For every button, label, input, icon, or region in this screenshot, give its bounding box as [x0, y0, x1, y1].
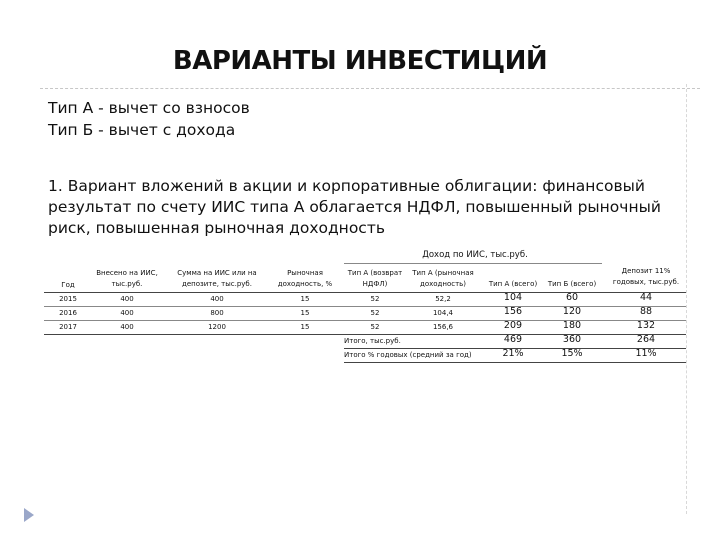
cell-market-yield: 15: [300, 295, 310, 303]
cell-type-a-refund: 52: [370, 323, 380, 331]
cell-deposit: 88: [639, 306, 653, 317]
income-group-header: Доход по ИИС, тыс.руб.: [422, 250, 528, 260]
cell-contributed: 400: [120, 295, 134, 303]
total-type-a: 469: [503, 334, 523, 345]
cell-type-a-total: 209: [503, 320, 523, 331]
header-type-a-market: Тип А (рыночная доходность): [412, 269, 474, 288]
type-a-line: Тип А - вычет со взносов: [48, 99, 250, 117]
pct-line: [344, 362, 686, 363]
header-market-yield: Рыночная доходность, %: [277, 269, 333, 288]
cell-type-a-market: 52,2: [435, 295, 451, 303]
cell-contributed: 400: [120, 323, 134, 331]
cell-type-b-total: 180: [562, 320, 582, 331]
header-contributed: Внесено на ИИС, тыс.руб.: [96, 269, 158, 288]
pct-type-a: 21%: [502, 348, 524, 359]
total-type-b: 360: [562, 334, 582, 345]
total-deposit: 264: [636, 334, 656, 345]
cell-market-yield: 15: [300, 323, 310, 331]
cell-type-b-total: 120: [562, 306, 582, 317]
header-type-a-total: Тип А (всего): [488, 280, 538, 288]
pct-deposit: 11%: [635, 348, 657, 359]
cell-year: 2015: [59, 295, 77, 303]
variant-paragraph: 1. Вариант вложений в акции и корпоративные облигации: финансовый результат по счету ИИС типа А облагается НДФЛ, повышенный рыночный риск, повышенная рыночная доходность: [48, 177, 661, 237]
cell-year: 2017: [59, 323, 77, 331]
cell-deposit: 44: [639, 292, 653, 303]
cell-type-a-refund: 52: [370, 309, 380, 317]
header-year: Год: [61, 281, 75, 289]
header-sum: Сумма на ИИС или на депозите, тыс.руб.: [177, 269, 257, 288]
cell-type-a-market: 156,6: [432, 323, 454, 331]
cell-contributed: 400: [120, 309, 134, 317]
next-slide-arrow-icon[interactable]: [24, 508, 34, 522]
cell-type-a-total: 104: [503, 292, 523, 303]
page-title: ВАРИАНТЫ ИНВЕСТИЦИЙ: [172, 46, 548, 76]
group-underline: [344, 263, 602, 264]
cell-type-b-total: 60: [565, 292, 579, 303]
cell-deposit: 132: [636, 320, 656, 331]
header-type-b-total: Тип Б (всего): [547, 280, 597, 288]
pct-type-b: 15%: [561, 348, 583, 359]
cell-type-a-refund: 52: [370, 295, 380, 303]
total-label: Итого, тыс.руб.: [344, 337, 401, 345]
cell-sum: 400: [210, 295, 224, 303]
type-b-line: Тип Б - вычет с дохода: [48, 121, 236, 139]
cell-year: 2016: [59, 309, 77, 317]
header-deposit: Депозит 11% годовых, тыс.руб.: [612, 267, 680, 286]
cell-market-yield: 15: [300, 309, 310, 317]
investment-table: [44, 246, 686, 366]
cell-sum: 800: [210, 309, 224, 317]
top-divider: [40, 88, 700, 89]
cell-type-a-total: 156: [503, 306, 523, 317]
pct-label: Итого % годовых (средний за год): [344, 351, 472, 359]
cell-sum: 1200: [208, 323, 226, 331]
cell-type-a-market: 104,4: [432, 309, 454, 317]
header-type-a-refund: Тип А (возврат НДФЛ): [347, 269, 403, 288]
